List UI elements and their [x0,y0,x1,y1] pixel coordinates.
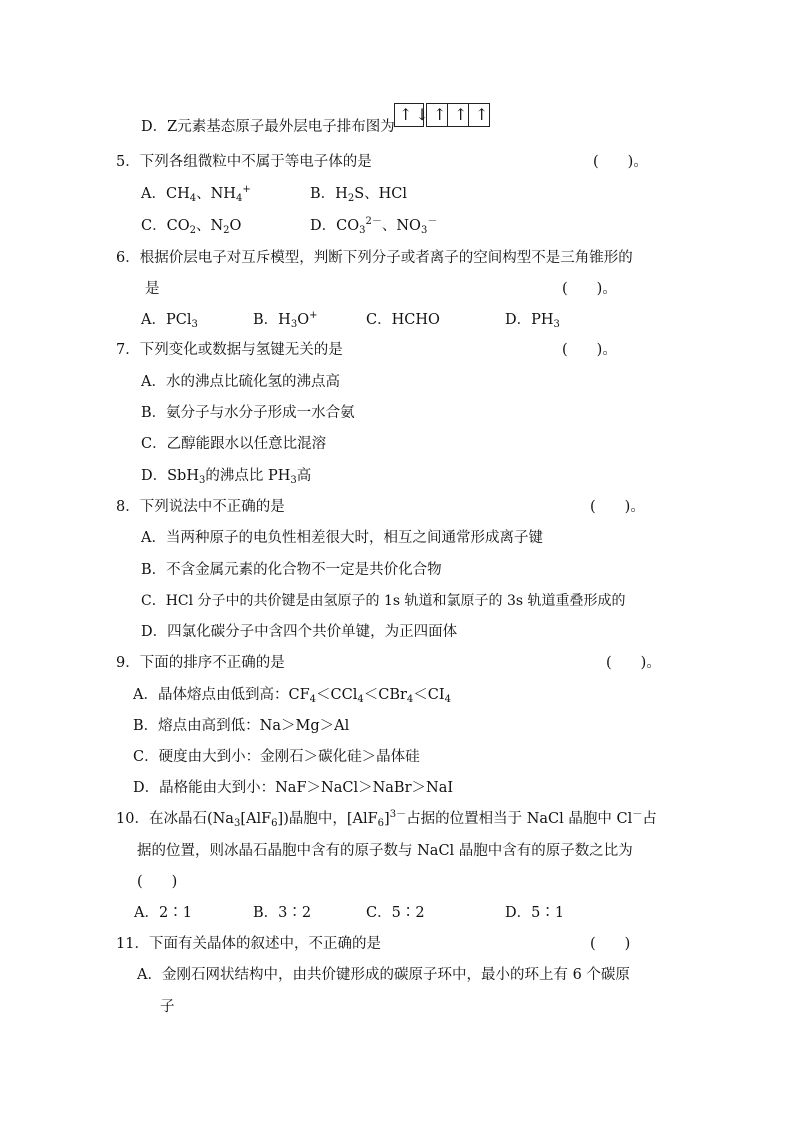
txt: 10．在冰晶石(Na [116,811,234,827]
q9-option-d: D．晶格能由大到小：NaF＞NaCl＞NaBr＞NaI [133,780,454,796]
sup: － [632,809,643,820]
txt: A．CH [141,186,190,202]
q11-option-a-continued: 子 [160,999,175,1015]
q10-option-c: C．5∶2 [366,905,425,921]
sub: 2 [347,193,355,204]
txt: O [297,312,310,328]
sub: 4 [235,193,243,204]
txt: ] [384,811,390,827]
q10-answer-paren: ( ) [137,874,178,890]
txt: 、NH [196,186,236,202]
sub: 4 [189,193,197,204]
q9-option-c: C．硬度由大到小：金刚石＞碳化硅＞晶体硅 [133,749,420,765]
txt: ＜CBr [363,687,407,703]
sub: 4 [309,694,317,705]
q9-option-a [133,685,451,705]
txt: B．H [253,312,291,328]
txt: A．PCl [141,312,192,328]
q10-stem [116,809,657,829]
txt: 、NO [381,218,421,234]
q9-option-b: B．熔点由高到低：Na＞Mg＞Al [133,718,350,734]
q9-answer-paren: ( )。 [606,655,661,671]
q5-stem: 5．下列各组微粒中不属于等电子体的是 [116,154,372,170]
sub: 3 [191,319,198,330]
sup: + [309,310,318,321]
q6-stem: 6．根据价层电子对互斥模型，判断下列分子或者离子的空间构型不是三角锥形的 [116,250,633,266]
option-text: D．Z元素基态原子最外层电子排布图为 [141,119,395,135]
q7-stem: 7．下列变化或数据与氢键无关的是 [116,342,343,358]
q10-option-b: B．3∶2 [253,905,312,921]
sub: 3 [290,319,298,330]
q10-option-a: A．2∶1 [134,905,192,921]
orbital-arrows: ↑ [475,105,489,124]
txt: 占 [642,811,657,827]
q8-option-a: A．当两种原子的电负性相差很大时，相互之间通常形成离子键 [141,530,543,546]
orbital-arrows: ↑ [454,105,468,124]
q11-answer-paren: ( ) [590,936,631,952]
sub: 3 [199,475,206,486]
q8-option-b: B．不含金属元素的化合物不一定是共价化合物 [141,562,442,578]
txt: 、N [195,218,224,234]
q6-option-b [253,310,317,330]
orbital-box-p2 [447,103,469,127]
txt: B．H [310,186,348,202]
sub: 2 [189,225,196,236]
q8-answer-paren: ( )。 [590,499,645,515]
sub: 4 [357,694,364,705]
q6-stem-continued: 是 [145,281,160,297]
q5-option-b [310,184,407,204]
q7-option-b: B．氨分子与水分子形成一水合氨 [141,405,355,421]
sub: 3 [233,818,241,829]
txt: 的沸点比 PH [205,468,291,484]
txt: D．SbH [141,468,199,484]
q5-option-d [310,216,437,236]
q11-stem: 11．下面有关晶体的叙述中，不正确的是 [116,936,381,952]
sub: 3 [359,225,366,236]
orbital-box-p3 [468,103,490,127]
q7-option-c: C．乙醇能跟水以任意比混溶 [141,436,327,452]
sub: 3 [290,475,297,486]
txt: C．CO [141,218,190,234]
txt: 高 [296,468,312,484]
q6-option-a [141,310,198,330]
sub: 2 [223,225,230,236]
q5-option-c [141,216,241,236]
q6-option-c: C．HCHO [366,312,440,328]
sup: － [427,216,438,227]
q11-option-a: A．金刚石网状结构中，由共价键形成的碳原子环中，最小的环上有 6 个碳原 [137,967,630,983]
sub: 6 [271,818,278,829]
q10-option-d: D．5∶1 [505,905,565,921]
sub: 4 [406,694,414,705]
orbital-arrows: ↑ [433,105,447,124]
sup: 3－ [389,809,407,820]
txt: O [229,218,242,234]
q9-stem: 9．下面的排序不正确的是 [116,655,285,671]
orbital-box-s [394,103,432,127]
orbital-diagram [394,103,494,127]
q8-stem: 8．下列说法中不正确的是 [116,499,285,515]
txt: 占据的位置相当于 NaCl 晶胞中 Cl [406,811,633,827]
sub: 3 [420,225,428,236]
q7-option-a: A．水的沸点比硫化氢的沸点高 [141,374,340,390]
q7-option-d [141,466,311,486]
orbital-arrows: ↑↓ [399,105,432,124]
q5-option-a [141,184,251,204]
sup: + [242,184,251,195]
q8-option-d: D．四氯化碳分子中含四个共价单键，为正四面体 [141,624,458,640]
txt: D．CO [310,218,360,234]
txt: D．PH [505,312,554,328]
q10-stem-continued: 据的位置，则冰晶石晶胞中含有的原子数与 NaCl 晶胞中含有的原子数之比为 [137,843,633,859]
q6-answer-paren: ( )。 [562,281,617,297]
q8-option-c: C．HCl 分子中的共价键是由氢原子的 1s 轨道和氯原子的 3s 轨道重叠形成的 [141,593,626,609]
txt: ])晶胞中，[AlF [277,811,378,827]
sub: 3 [553,319,560,330]
q5-answer-paren: ( )。 [593,154,648,170]
txt: [AlF [240,811,272,827]
orbital-box-p1 [426,103,448,127]
q7-answer-paren: ( )。 [562,342,617,358]
option-d-z [141,117,395,137]
sub: 6 [377,818,385,829]
txt: ＜CCl [316,687,358,703]
q6-option-d [505,310,560,330]
sub: 4 [444,694,451,705]
txt: A．晶体熔点由低到高：CF [133,687,310,703]
txt: S、HCl [354,186,407,202]
txt: ＜CI [413,687,445,703]
sup: 2－ [365,216,382,227]
